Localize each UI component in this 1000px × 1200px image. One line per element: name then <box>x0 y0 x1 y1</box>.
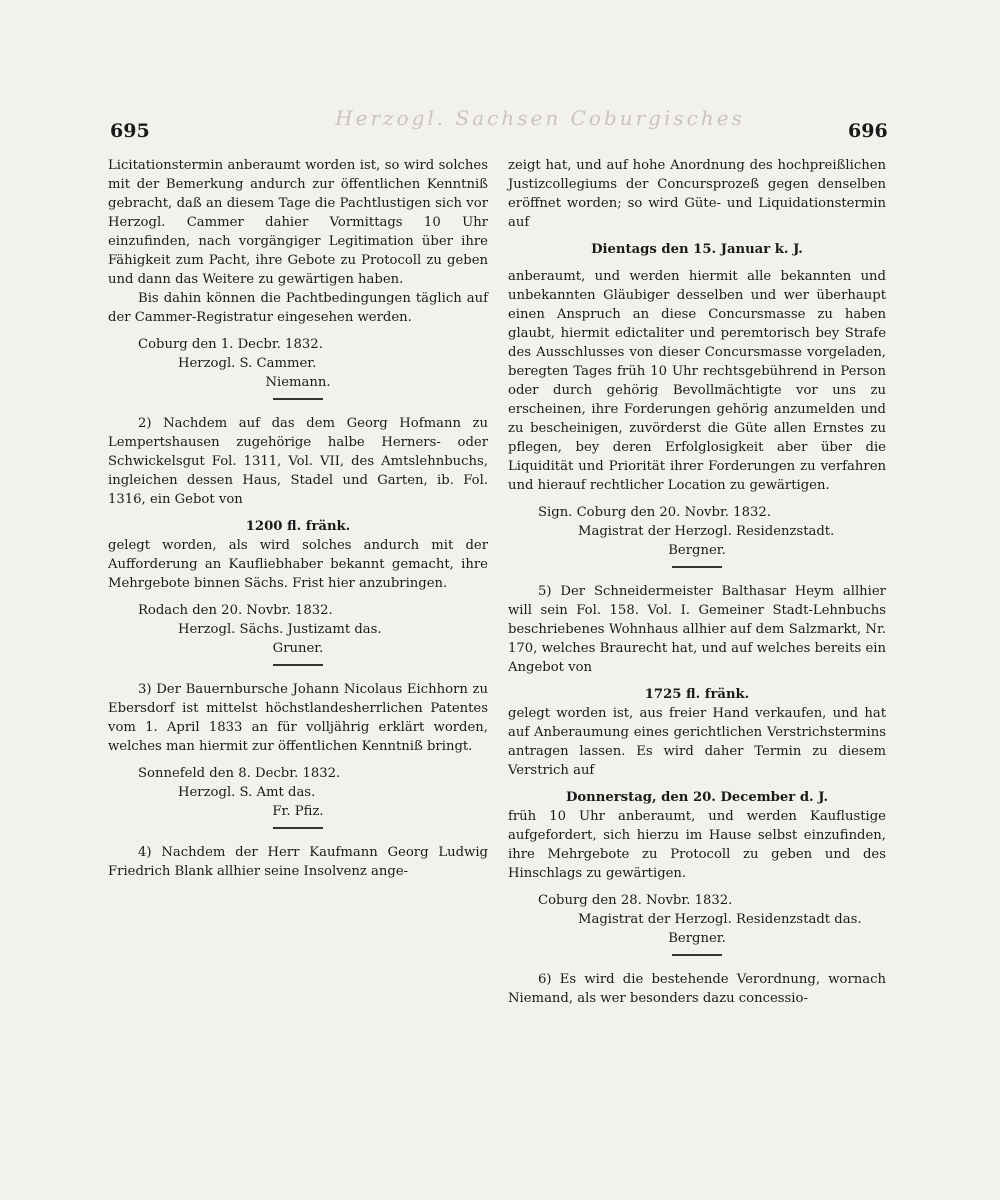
notice-5-termin: Donnerstag, den 20. December d. J. <box>565 790 829 805</box>
separator-rule <box>273 398 323 400</box>
separator-rule <box>273 664 323 666</box>
notice-4-text: 4) Nachdem der Herr Kaufmann Georg Ludwig Friedrich Blank allhier seine Insolvenz ange- <box>108 845 488 879</box>
right-column <box>508 156 886 1008</box>
notice-4-signature: Bergner. <box>668 543 726 558</box>
notice-5-text-2: gelegt worden ist, aus freier Hand verkaufen, und hat auf Anberaumung eines gerichtlichen Verstrichstermins antragen lassen. Es wird daher Termin zu diesem Verstrich auf <box>508 706 886 778</box>
notice-2-text: 2) Nachdem auf das dem Georg Hofmann zu Lempertshausen zugehörige halbe Herners- oder Schwickelsgut Fol. 1311, Vol. VII, des Amtslehnbuchs, ingleichen dessen Haus, Stadel und Garten, ib. Fol. 1316, ein Gebot von <box>108 416 488 507</box>
notice-2-text-2: gelegt worden, als wird solches andurch mit der Aufforderung an Kaufliebhaber bekannt gemacht, ihre Mehrgebote binnen Sächs. Frist hier anzubringen. <box>108 538 488 591</box>
notice-6-text: 6) Es wird die bestehende Verordnung, wornach Niemand, als wer besonders dazu concessio- <box>508 972 886 1006</box>
notice-3-signature: Fr. Pfiz. <box>272 804 324 819</box>
notice-4-termin: Dientags den 15. Januar k. J. <box>591 242 803 257</box>
notice-4-date: Sign. Coburg den 20. Novbr. 1832. <box>538 505 771 520</box>
notice-3-date: Sonnefeld den 8. Decbr. 1832. <box>138 766 341 781</box>
page-number-right: 696 <box>848 120 888 142</box>
notice-1-signature: Niemann. <box>265 375 331 390</box>
notice-1-date: Coburg den 1. Decbr. 1832. <box>138 337 323 352</box>
notice-5-amount: 1725 fl. fränk. <box>644 687 750 702</box>
page-number-left: 695 <box>110 120 150 142</box>
notice-5-authority: Magistrat der Herzogl. Residenzstadt das. <box>578 912 862 927</box>
notice-5-signature: Bergner. <box>668 931 726 946</box>
notice-2-amount: 1200 fl. fränk. <box>245 519 351 534</box>
notice-5-text: 5) Der Schneidermeister Balthasar Heym allhier will sein Fol. 158. Vol. I. Gemeiner Stadt-Lehnbuchs beschriebenes Wohnhaus allhier auf dem Salzmarkt, Nr. 170, welches Braurecht hat, und auf welches bereits ein Angebot von <box>508 584 886 675</box>
separator-rule <box>273 827 323 829</box>
notice-1-text: Licitationstermin anberaumt worden ist, so wird solches mit der Bemerkung andurch zur öffentlichen Kenntniß gebracht, daß an diesem Tage die Pachtlustigen sich vor Herzogl. Cammer dahier Vormittags 10 Uhr einzufinden, nach vorgängiger Legitimation über ihre Fähigkeit zum Pacht, ihre Gebote zu Protocoll zu geben und dann das Weitere zu gewärtigen haben. <box>108 158 488 287</box>
notice-4-authority: Magistrat der Herzogl. Residenzstadt. <box>578 524 835 539</box>
separator-rule <box>672 566 722 568</box>
notice-3-authority: Herzogl. S. Amt das. <box>178 785 316 800</box>
notice-3-text: 3) Der Bauernbursche Johann Nicolaus Eichhorn zu Ebersdorf ist mittelst höchstlandesherrlichen Patentes vom 1. April 1833 an für volljährig erklärt worden, welches man hiermit zur öffentlichen Kenntniß bringt. <box>108 682 488 754</box>
notice-2-signature: Gruner. <box>272 641 324 656</box>
separator-rule <box>672 954 722 956</box>
running-head: Herzogl. Sachsen Coburgisches <box>335 106 745 130</box>
notice-2-date: Rodach den 20. Novbr. 1832. <box>138 603 333 618</box>
left-column <box>108 156 488 881</box>
notice-4-text-cont: zeigt hat, und auf hohe Anordnung des hochpreißlichen Justizcollegiums der Concursprozeß gegen denselben eröffnet worden; so wird Güte- und Liquidationstermin auf <box>508 158 886 230</box>
notice-5-date: Coburg den 28. Novbr. 1832. <box>538 893 733 908</box>
notice-4-text-2: anberaumt, und werden hiermit alle bekannten und unbekannten Gläubiger desselben und wer überhaupt einen Anspruch an diese Concursmasse zu haben glaubt, hiermit edictaliter und peremtorisch bey Strafe des Ausschlusses von dieser Concursmasse vorgeladen, beregten Tages früh 10 Uhr rechtsgebührend in Person oder durch gehörig Bevollmächtigte vor uns zu erscheinen, ihre Forderungen gehörig anzumelden und zu bescheinigen, zuvörderst die Güte allen Ernstes zu pflegen, bey deren Erfolglosigkeit aber über die Liquidität und Priorität ihrer Forderungen zu verfahren und hierauf rechtlicher Location zu gewärtigen. <box>508 269 886 493</box>
notice-1-text-2: Bis dahin können die Pachtbedingungen täglich auf der Cammer-Registratur eingesehen werden. <box>108 291 488 325</box>
notice-5-text-3: früh 10 Uhr anberaumt, und werden Kauflustige aufgefordert, sich hierzu im Hause selbst einzufinden, ihre Mehrgebote zu Protocoll zu geben und des Hinschlags zu gewärtigen. <box>508 809 886 881</box>
notice-1-authority: Herzogl. S. Cammer. <box>178 356 317 371</box>
notice-2-authority: Herzogl. Sächs. Justizamt das. <box>178 622 382 637</box>
